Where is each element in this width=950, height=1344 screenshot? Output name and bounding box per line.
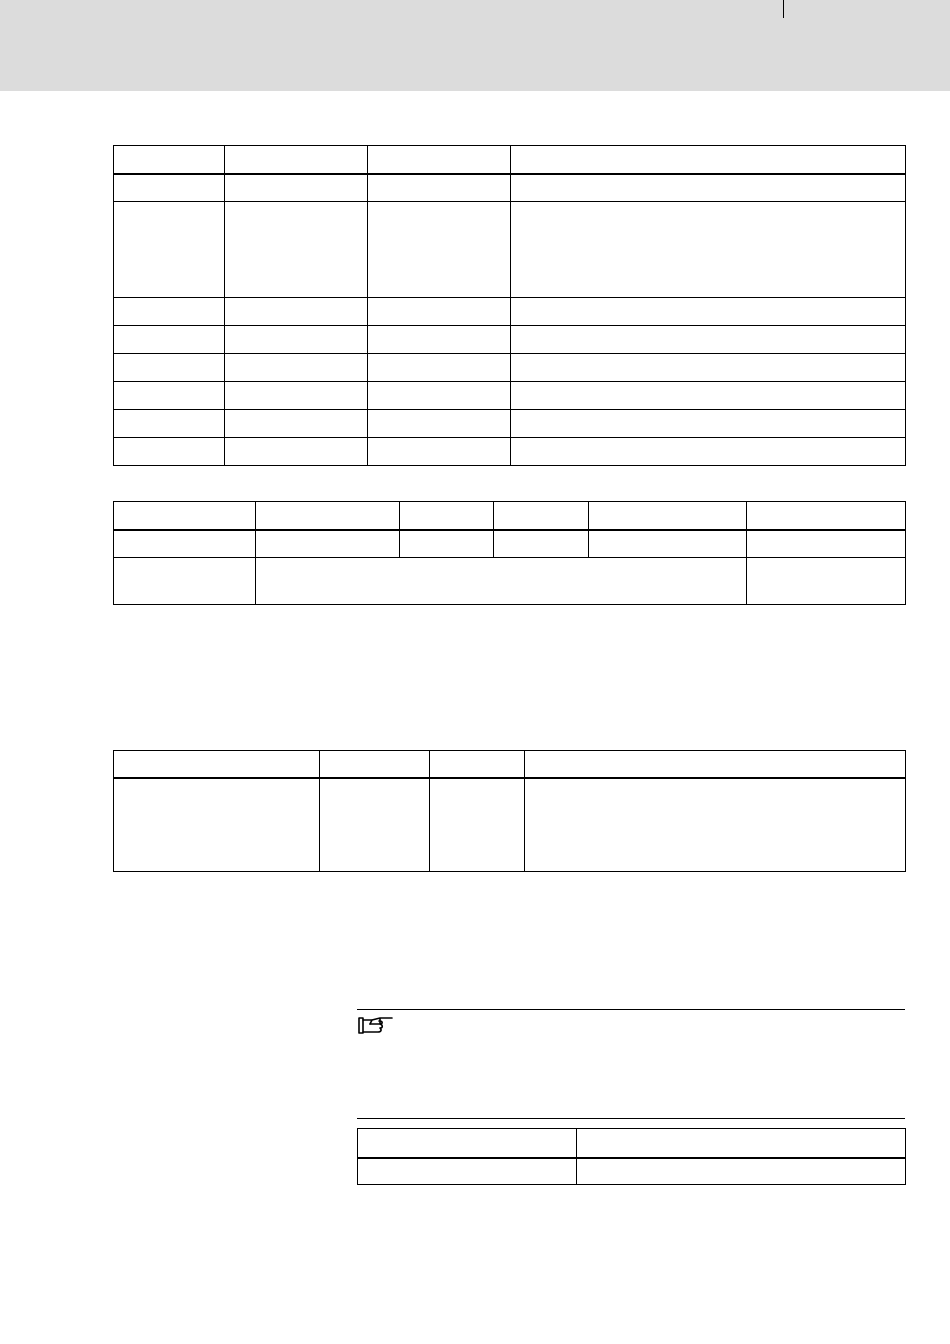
table-cell [368,438,511,466]
table-row [114,438,906,466]
table-1-header-cell [225,146,368,174]
table-3 [113,750,906,872]
table-1 [113,145,906,466]
table-cell [358,1158,577,1185]
table-cell [114,778,320,872]
table-cell [114,382,225,410]
table-cell [368,298,511,326]
table-row [358,1158,906,1185]
table-cell [400,530,494,558]
table-cell [511,354,906,382]
table-cell [525,778,906,872]
page-header-band [0,0,950,91]
table-row [114,410,906,438]
note-top-rule [357,1009,905,1010]
table-cell [256,530,400,558]
table-cell [114,298,225,326]
table-2-header-cell [256,502,400,530]
table-cell [747,530,906,558]
table-cell [225,298,368,326]
table-4 [357,1128,906,1185]
table-cell [430,778,525,872]
table-row [114,326,906,354]
table-cell [114,174,225,202]
table-cell [114,410,225,438]
table-merged-cell [256,558,747,605]
table-cell [114,438,225,466]
table-cell [114,326,225,354]
table-cell [511,326,906,354]
table-2-header-cell [589,502,747,530]
table-row [114,202,906,298]
table-cell [225,354,368,382]
table-1-header-row [114,146,906,174]
table-2-header-row [114,502,906,530]
table-cell [368,382,511,410]
table-3-header-row [114,751,906,778]
table-cell [368,354,511,382]
table-4-header-row [358,1129,906,1158]
table-row [114,530,906,558]
table-cell [225,382,368,410]
table-cell [511,438,906,466]
note-text [400,1016,900,1096]
table-3-header-cell [320,751,430,778]
table-3-header-cell [114,751,320,778]
table-1-header-cell [114,146,225,174]
pointing-hand-icon [358,1016,394,1036]
table-row [114,778,906,872]
table-row [114,174,906,202]
table-cell [511,410,906,438]
table-cell [368,174,511,202]
table-cell [368,410,511,438]
table-cell [225,174,368,202]
table-2-header-cell [494,502,589,530]
table-row [114,382,906,410]
table-cell [368,202,511,298]
table-cell [747,558,906,605]
table-cell [114,530,256,558]
table-cell [589,530,747,558]
table-cell [368,326,511,354]
header-marker-line [783,0,784,18]
table-cell [511,298,906,326]
table-cell [114,558,256,605]
note-bottom-rule [357,1118,905,1119]
table-cell [225,438,368,466]
table-3-header-cell [430,751,525,778]
table-4-header-cell [358,1129,577,1158]
table-3-header-cell [525,751,906,778]
table-1-header-cell [511,146,906,174]
table-row [114,354,906,382]
table-cell [225,326,368,354]
table-cell [511,382,906,410]
table-cell [114,202,225,298]
table-cell [494,530,589,558]
table-2-header-cell [114,502,256,530]
table-cell [577,1158,906,1185]
table-row [114,558,906,605]
table-cell [511,202,906,298]
table-cell [511,174,906,202]
table-1-header-cell [368,146,511,174]
table-2-header-cell [747,502,906,530]
table-cell [225,202,368,298]
table-2-header-cell [400,502,494,530]
table-2 [113,501,906,605]
table-cell [114,354,225,382]
table-cell [225,410,368,438]
table-cell [320,778,430,872]
table-row [114,298,906,326]
table-4-header-cell [577,1129,906,1158]
